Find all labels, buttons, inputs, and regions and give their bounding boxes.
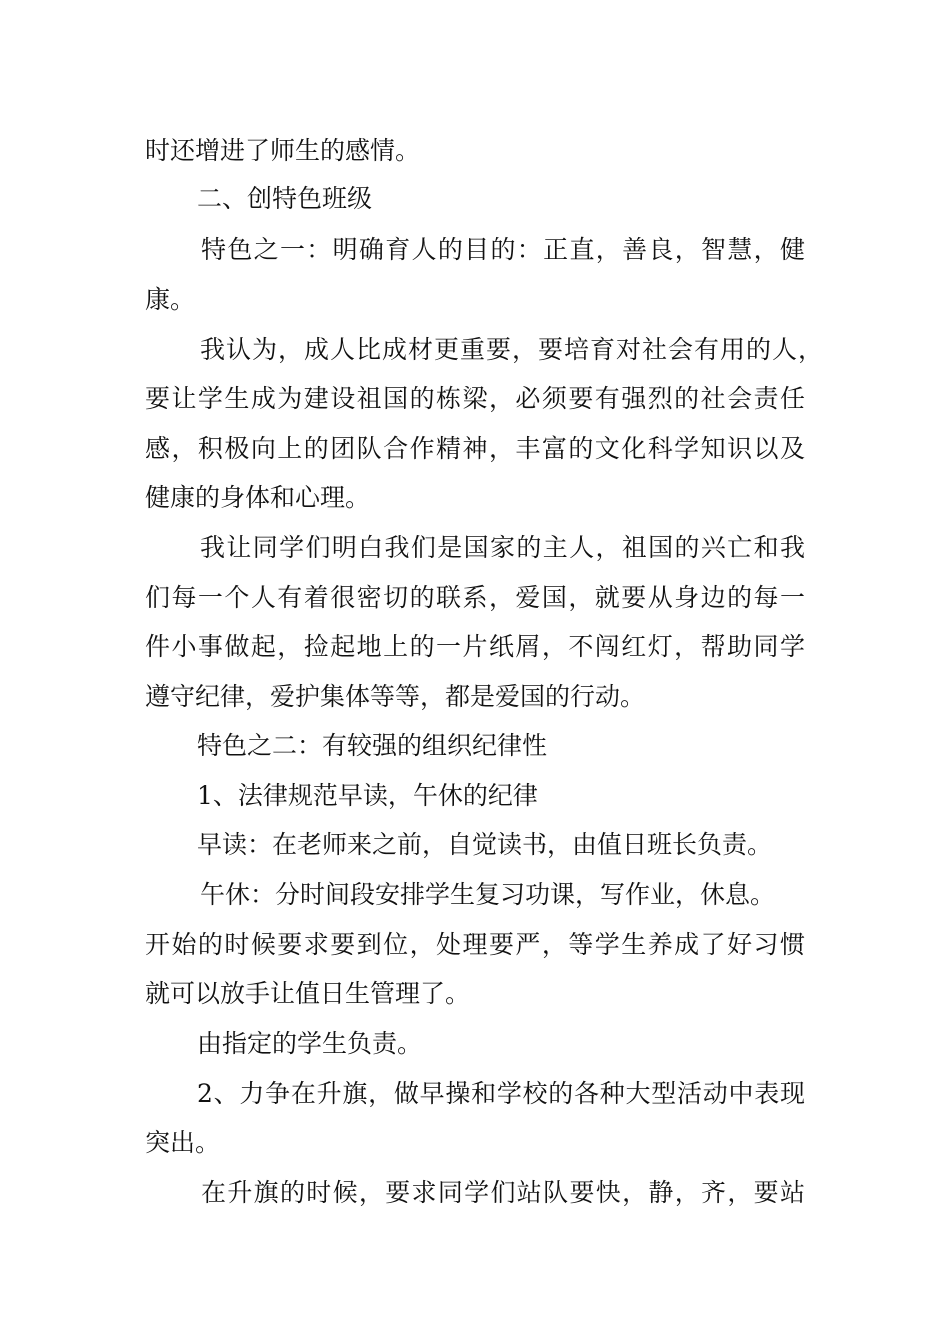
text-line-21: 突出。 [145,1128,221,1157]
text-line-18: 就可以放手让值日生管理了。 [145,979,471,1008]
text-line-19: 由指定的学生负责。 [197,1029,423,1058]
text-line-16: 午休：分时间段安排学生复习功课，写作业，休息。 [200,880,776,909]
text-line-15: 早读：在老师来之前，自觉读书，由值日班长负责。 [197,830,773,859]
text-line-1: 时还增进了师生的感情。 [145,136,421,165]
subheading-morning-reading-rules: 1、法律规范早读，午休的纪律 [197,781,538,810]
feature-two-heading: 特色之二：有较强的组织纪律性 [197,731,548,760]
text-line-12: 遵守纪律，爱护集体等等，都是爱国的行动。 [145,682,646,711]
text-line-6: 要让学生成为建设祖国的栋梁，必须要有强烈的社会责任 [145,384,805,413]
text-line-9: 我让同学们明白我们是国家的主人，祖国的兴亡和我 [200,533,805,562]
text-line-8: 健康的身体和心理。 [145,483,371,512]
feature-one-heading: 特色之一：明确育人的目的：正直，善良，智慧，健 [201,235,805,264]
text-line-17: 开始的时候要求要到位，处理要严，等学生养成了好习惯 [145,930,805,959]
text-line-22: 在升旗的时候，要求同学们站队要快，静，齐，要站 [201,1178,805,1207]
text-line-10: 们每一个人有着很密切的联系，爱国，就要从身边的每一 [145,583,805,612]
section-heading-create-class: 二、创特色班级 [197,184,373,213]
text-line-7: 感，积极向上的团队合作精神，丰富的文化科学知识以及 [145,434,805,463]
subheading-flag-raising: 2、力争在升旗，做早操和学校的各种大型活动中表现 [197,1079,805,1108]
text-line-5: 我认为，成人比成材更重要，要培育对社会有用的人， [200,335,823,364]
text-line-4: 康。 [145,285,196,314]
text-line-11: 件小事做起，捡起地上的一片纸屑，不闯红灯，帮助同学 [145,632,805,661]
